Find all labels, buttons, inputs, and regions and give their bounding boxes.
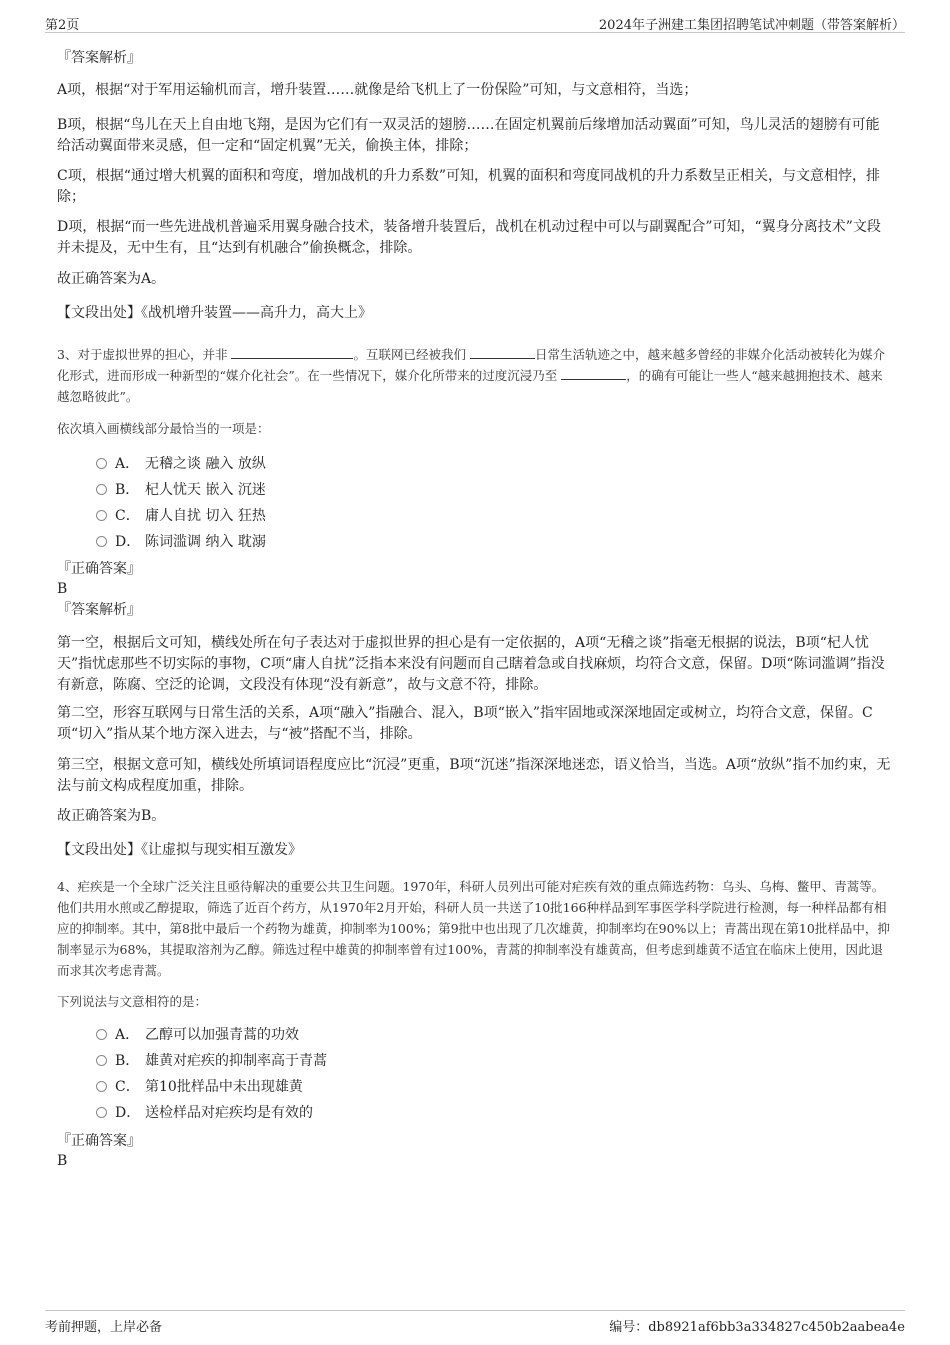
- footer-slogan: 考前押题，上岸必备: [45, 1320, 163, 1335]
- document-code: 编号：db8921af6bb3a334827c450b2aabea4e: [609, 1320, 905, 1335]
- radio-icon[interactable]: [96, 1107, 107, 1118]
- radio-icon[interactable]: [96, 484, 107, 495]
- q3-analysis-1: 第一空，根据后文可知，横线处所在句子表达对于虚拟世界的担心是有一定依据的，A项“无稽之谈”指毫无根据的说法，B项“杞人忧天”指忧虑那些不切实际的事物，C项“庸人自扰”泛指本来没有问题而自己瞎着急或自找麻烦，均符合文意，保留。D项“陈词滥调”指没有新意，陈腐、空泛的论调，文段没有体现“没有新意”，故与文意不符，排除。: [57, 635, 885, 693]
- q2-source: 【文段出处】《战机增升装置——高升力，高大上》: [57, 305, 372, 321]
- q2-conclusion: 故正确答案为A。: [57, 271, 166, 287]
- page-header: [0, 0, 950, 34]
- q3-blank-2: [470, 346, 535, 359]
- q4-option-d[interactable]: D． 送检样品对疟疾均是有效的: [96, 1103, 313, 1123]
- q4-option-a[interactable]: A． 乙醇可以加强青蒿的功效: [96, 1025, 299, 1045]
- q2-analysis-c: C项，根据“通过增大机翼的面积和弯度，增加战机的升力系数”可知，机翼的面积和弯度同战机的升力系数呈正相关，与文意相悖，排除；: [57, 168, 881, 205]
- q3-conclusion: 故正确答案为B。: [57, 808, 166, 824]
- q4-answer-heading: 『正确答案』: [57, 1133, 141, 1149]
- q3-answer: B: [57, 581, 68, 597]
- q4-option-b[interactable]: B． 雄黄对疟疾的抑制率高于青蒿: [96, 1051, 327, 1071]
- q2-analysis-heading: 『答案解析』: [57, 50, 141, 66]
- document-title: 2024年子洲建工集团招聘笔试冲刺题（带答案解析）: [598, 18, 905, 33]
- q2-analysis-d: D项，根据“而一些先进战机普遍采用翼身融合技术，装备增升装置后，战机在机动过程中可以与副翼配合”可知，“翼身分离技术”文段并未提及，无中生有，且“达到有机融合”偷换概念，排除。: [57, 219, 881, 256]
- q3-blank-3: [561, 367, 626, 380]
- q4-instruction: 下列说法与文意相符的是：: [57, 994, 208, 1009]
- radio-icon[interactable]: [96, 1081, 107, 1092]
- q3-option-c[interactable]: C． 庸人自扰 切入 狂热: [96, 506, 266, 526]
- q3-option-a[interactable]: A． 无稽之谈 融入 放纵: [96, 454, 266, 474]
- q3-blank-1: [231, 346, 353, 359]
- radio-icon[interactable]: [96, 536, 107, 547]
- radio-icon[interactable]: [96, 1029, 107, 1040]
- q4-stem: 4、疟疾是一个全球广泛关注且亟待解决的重要公共卫生问题。1970年，科研人员列出可能对疟疾有效的重点筛选药物：乌头、乌梅、鳖甲、青蒿等。他们共用水煎或乙醇提取，筛选了近百个药方，从1970年2月开始，科研人员一共送了10批166种样品到军事医学科学院进行检测，每一种样品都有相应的抑制率。其中，第8批中最后一个药物为雄黄，抑制率为100%；第9批中也出现了几次雄黄，抑制率均在90%以上；青蒿出现在第10批样品中，抑制率显示为68%，其提取溶剂为乙醇。筛选过程中雄黄的抑制率曾有过100%，青蒿的抑制率没有雄黄高，但考虑到雄黄不适宜在临床上使用，因此退而求其次考虑青蒿。: [57, 879, 890, 978]
- page-number: 第2页: [45, 18, 80, 33]
- q3-answer-heading: 『正确答案』: [57, 561, 141, 577]
- header-divider: [45, 32, 905, 33]
- radio-icon[interactable]: [96, 510, 107, 521]
- q4-option-c[interactable]: C． 第10批样品中未出现雄黄: [96, 1077, 303, 1097]
- q3-analysis-2: 第二空，形容互联网与日常生活的关系，A项“融入”指融合、混入，B项“嵌入”指牢固地或深深地固定或树立，均符合文意，保留。C项“切入”指从某个地方深入进去，与“被”搭配不当，排除。: [57, 705, 873, 742]
- radio-icon[interactable]: [96, 458, 107, 469]
- radio-icon[interactable]: [96, 1055, 107, 1066]
- q3-analysis-heading: 『答案解析』: [57, 602, 141, 618]
- page-footer: [0, 1310, 950, 1340]
- footer-divider: [45, 1310, 905, 1311]
- q3-analysis-3: 第三空，根据文意可知，横线处所填词语程度应比“沉浸”更重，B项“沉迷”指深深地迷恋，语义恰当，当选。A项“放纵”指不加约束，无法与前文构成程度加重，排除。: [57, 757, 891, 794]
- q3-option-b[interactable]: B． 杞人忧天 嵌入 沉迷: [96, 480, 266, 500]
- q3-stem: 3、对于虚拟世界的担心，并非 。互联网已经被我们 日常生活轨迹之中，越来越多曾经的非媒介化活动被转化为媒介化形式，进而形成一种新型的“媒介化社会”。在一些情况下，媒介化所带来的过度沉浸乃至 ，的确有可能让一些人“越来越拥抱技术、越来越忽略彼此”。: [57, 347, 885, 404]
- q2-analysis-b: B项，根据“鸟儿在天上自由地飞翔，是因为它们有一双灵活的翅膀……在固定机翼前后缘增加活动翼面”可知，鸟儿灵活的翅膀有可能给活动翼面带来灵感，但一定和“固定机翼”无关，偷换主体，排除；: [57, 117, 880, 154]
- q2-analysis-a: A项，根据“对于军用运输机而言，增升装置……就像是给飞机上了一份保险”可知，与文意相符，当选；: [57, 82, 698, 98]
- q3-source: 【文段出处】《让虚拟与现实相互激发》: [57, 842, 302, 858]
- q3-option-d[interactable]: D． 陈词滥调 纳入 耽溺: [96, 532, 266, 552]
- q3-instruction: 依次填入画横线部分最恰当的一项是：: [57, 421, 270, 436]
- q4-answer: B: [57, 1153, 68, 1169]
